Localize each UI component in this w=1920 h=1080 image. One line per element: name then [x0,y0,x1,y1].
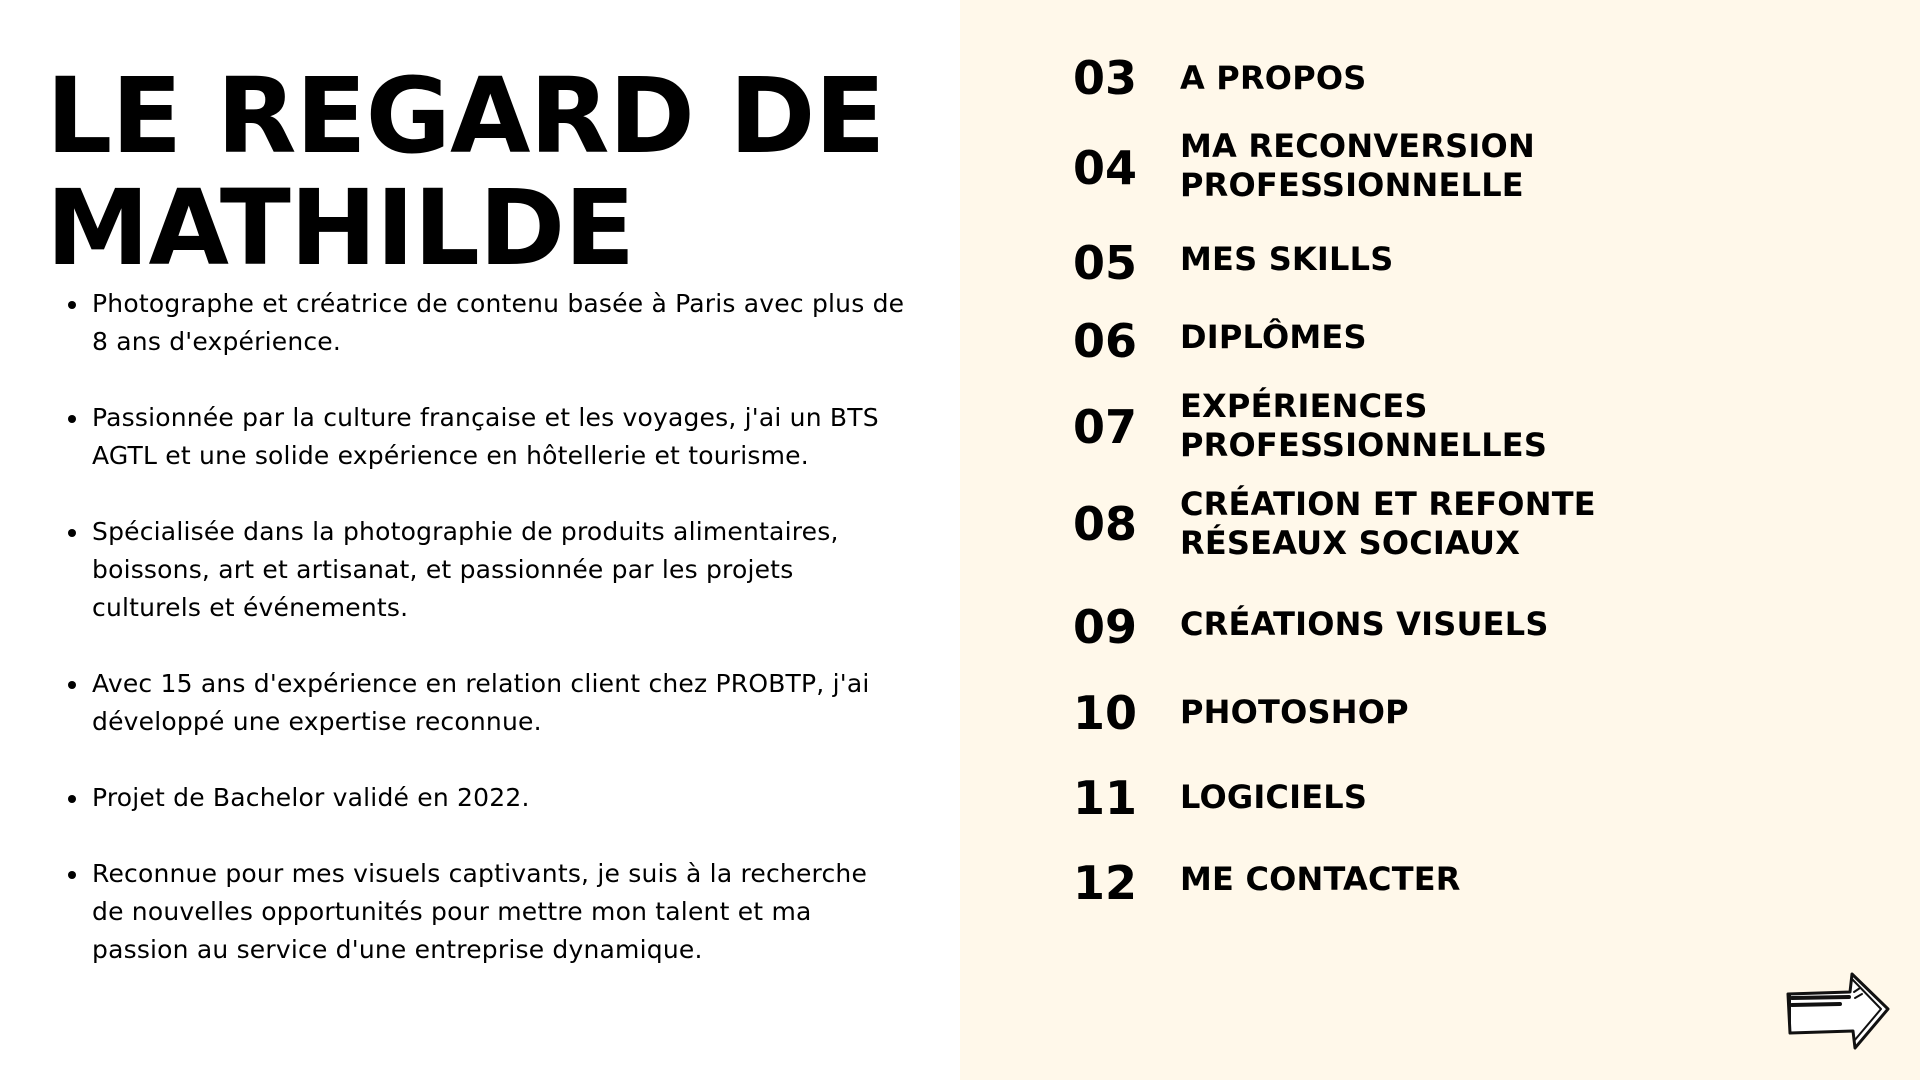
page-title-line-2: MATHILDE [46,167,635,289]
intro-bullet-item: Projet de Bachelor validé en 2022. [66,779,906,817]
toc-label: ME CONTACTER [1180,860,1461,898]
toc-page-number: 10 [1072,686,1137,740]
toc-page-number: 11 [1072,771,1137,825]
intro-bullet-list [66,285,906,1007]
toc-page-number: 09 [1072,600,1137,654]
toc-page-number: 06 [1072,314,1137,368]
table-of-contents [1070,0,1830,1080]
intro-bullet-item: Photographe et créatrice de contenu basée à Paris avec plus de 8 ans d'expérience. [66,285,906,361]
toc-page-number: 08 [1072,497,1137,551]
toc-label: MA RECONVERSION PROFESSIONNELLE [1180,127,1535,204]
toc-label: CRÉATION ET REFONTE RÉSEAUX SOCIAUX [1180,485,1596,562]
intro-bullet-item: Reconnue pour mes visuels captivants, je suis à la recherche de nouvelles opportunités pour mettre mon talent et ma passion au service d'une entreprise dynamique. [66,855,906,969]
page-title [46,55,946,289]
intro-bullet-item: Passionnée par la culture française et les voyages, j'ai un BTS AGTL et une solide expérience en hôtellerie et tourisme. [66,399,906,475]
toc-label: CRÉATIONS VISUELS [1180,605,1549,643]
toc-label: LOGICIELS [1180,778,1368,816]
toc-page-number: 07 [1072,400,1137,454]
toc-label: DIPLÔMES [1180,318,1367,356]
intro-bullet-item: Spécialisée dans la photographie de produits alimentaires, boissons, art et artisanat, et passionnée par les projets culturels et événements. [66,513,906,627]
toc-label: EXPÉRIENCES PROFESSIONNELLES [1180,387,1548,464]
next-page-button[interactable] [1782,970,1896,1054]
toc-page-number: 05 [1072,236,1137,290]
toc-page-number: 03 [1072,51,1137,105]
toc-page-number: 12 [1072,856,1137,910]
arrow-right-icon [1782,970,1896,1054]
toc-page-number: 04 [1072,141,1137,195]
page-title-line-1: LE REGARD DE [46,55,885,177]
intro-bullet-item: Avec 15 ans d'expérience en relation client chez PROBTP, j'ai développé une expertise reconnue. [66,665,906,741]
toc-label: A PROPOS [1180,59,1367,97]
toc-label: MES SKILLS [1180,240,1394,278]
toc-label: PHOTOSHOP [1180,693,1409,731]
